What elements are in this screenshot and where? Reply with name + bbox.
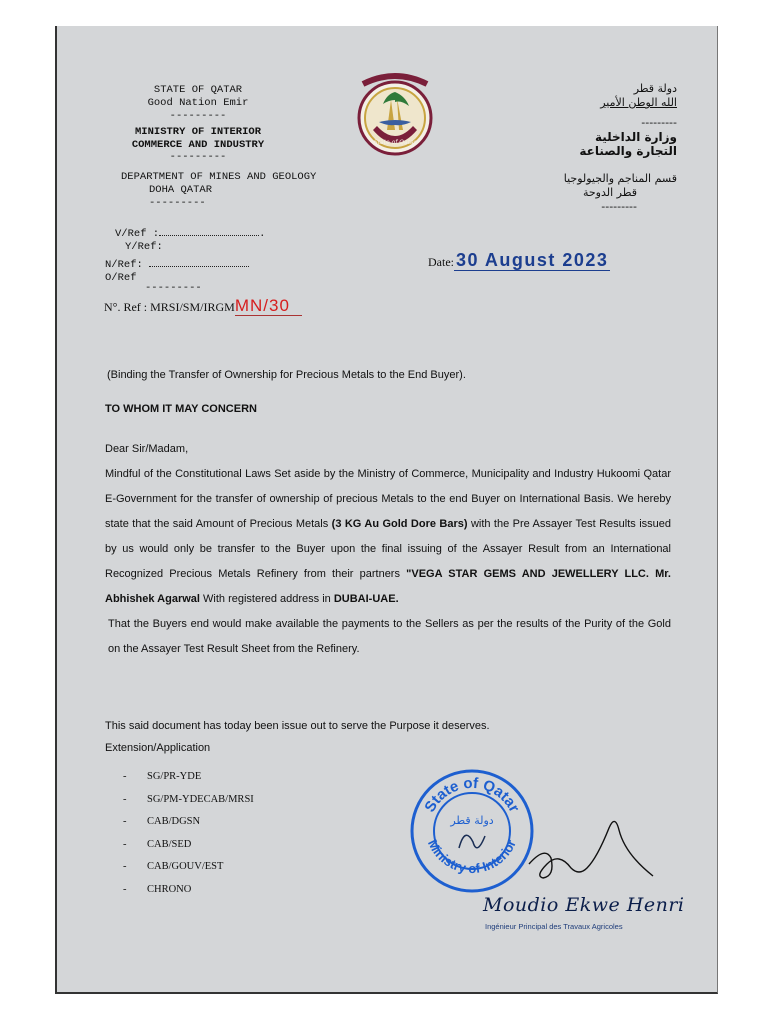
arabic-city: قطر الدوحة <box>582 186 637 199</box>
to-whom-text: TO WHOM IT MAY CONCERN <box>105 403 257 415</box>
qatar-emblem-icon <box>353 70 437 158</box>
emir-line: Good Nation Emir <box>147 97 249 109</box>
oref-label: O/Ref <box>105 272 137 284</box>
to-whom-heading <box>105 397 669 422</box>
closing-block <box>105 714 669 761</box>
paragraph-1: Mindful of the Constitutional Laws Set aside by the Ministry of Commerce, Municipality and Industry Hukoomi Qatar E-Government for the transfer of ownership of precious Metals to the end Buyer on International Basis. We hereby state that the said Amount of Precious Metals (3 KG Au Gold Dore Bars) with the Pre Assayer Test Results issued by us would only be transfer to the Buyer upon the final issuing of the Assayer Result from an International Recognized Precious Metals Refinery from their partners "VEGA STAR GEMS AND JEWELLERY LLC. Mr. Abhishek Agarwal With registered address in DUBAI-UAE. <box>105 468 671 605</box>
stamp-top-text: State of Qatar <box>421 774 523 816</box>
department-block <box>121 171 361 210</box>
divider-dashes: --------- <box>169 151 227 163</box>
arabic-motto: الله الوطن الأمير <box>600 96 677 109</box>
buyer-location: DUBAI-UAE. <box>333 593 399 605</box>
state-name: STATE OF QATAR <box>153 84 243 96</box>
svg-text:Ministry of Interior <box>425 837 519 876</box>
subject-line <box>107 363 671 388</box>
city-line: DOHA QATAR <box>149 184 213 196</box>
date-line <box>428 250 610 271</box>
signature-stroke-icon <box>527 806 657 896</box>
list-item: - CAB/GOUV/EST <box>123 861 224 872</box>
date-label: Date: <box>428 255 454 269</box>
reference-block: V/Ref : . Y/Ref: <box>115 228 266 253</box>
arabic-ministry-2: التجارة والصناعة <box>579 144 677 158</box>
official-stamp-icon <box>407 766 537 896</box>
number-ref-value: MN/30 <box>235 296 302 316</box>
extension-label: Extension/Application <box>105 742 211 754</box>
divider-dashes: --------- <box>601 200 637 213</box>
paragraph-2: That the Buyers end would make available the payments to the Sellers as per the results of the Purity of the Gold on the Assayer Test Result Sheet from the Refinery. <box>108 618 671 655</box>
stamp-center-text: دولة قطر <box>450 814 494 827</box>
list-item: - SG/PM-YDECAB/MRSI <box>123 793 254 805</box>
yref-label: Y/Ref: <box>125 241 163 253</box>
ministry-line-2: COMMERCE AND INDUSTRY <box>131 139 265 151</box>
signatory-title: Ingénieur Principal des Travaux Agricoles <box>485 922 623 931</box>
stamp-bottom-text: Ministry of Interior <box>424 836 519 877</box>
arabic-state: دولة قطر <box>633 82 677 95</box>
divider-dashes: --------- <box>145 282 202 294</box>
vref-field <box>159 235 259 236</box>
paragraph-3: This said document has today been issue out to serve the Purpose it deserves. <box>105 720 490 732</box>
signatory-name: Moudio Ekwe Henri <box>483 894 685 916</box>
header-right-dept <box>477 172 677 214</box>
extension-list <box>123 766 254 901</box>
document-page <box>55 26 718 994</box>
quantity-highlight: (3 KG Au Gold Dore Bars) <box>331 518 468 530</box>
nref-field <box>149 266 249 267</box>
divider-dashes: --------- <box>169 110 227 122</box>
divider-dashes: --------- <box>149 197 206 209</box>
divider-dashes: --------- <box>641 116 677 129</box>
department-line: DEPARTMENT OF MINES AND GEOLOGY <box>121 171 317 183</box>
list-item: - CAB/DGSN <box>123 816 201 827</box>
list-item: - SG/PR-YDE <box>123 771 202 782</box>
arabic-department: قسم المناجم والجيولوجيا <box>563 172 677 185</box>
arabic-ministry-1: وزارة الداخلية <box>594 130 677 144</box>
header-right <box>497 82 677 158</box>
number-ref-label: N°. Ref : MRSI/SM/IRGM <box>104 300 235 314</box>
ministry-line-1: MINISTRY OF INTERIOR <box>134 126 262 138</box>
buyer-name: "VEGA STAR GEMS AND JEWELLERY LLC. Mr. Abhishek Agarwal <box>105 568 671 605</box>
salutation: Dear Sir/Madam, <box>105 443 189 455</box>
number-reference <box>104 296 302 316</box>
nref-label: N/Ref: <box>105 259 143 271</box>
letter-body <box>105 437 671 662</box>
list-item: - CHRONO <box>123 883 192 895</box>
list-item: - CAB/SED <box>123 838 192 850</box>
emblem-caption: State of Qatar <box>373 139 417 146</box>
subject-text: (Binding the Transfer of Ownership for Precious Metals to the End Buyer). <box>107 369 466 381</box>
reference-block-2 <box>105 259 249 295</box>
ministry-dashes <box>113 151 283 164</box>
header-left <box>113 84 283 123</box>
vref-label: V/Ref : <box>115 228 160 240</box>
date-value: 30 August 2023 <box>456 250 609 270</box>
ministry-block <box>113 126 283 152</box>
